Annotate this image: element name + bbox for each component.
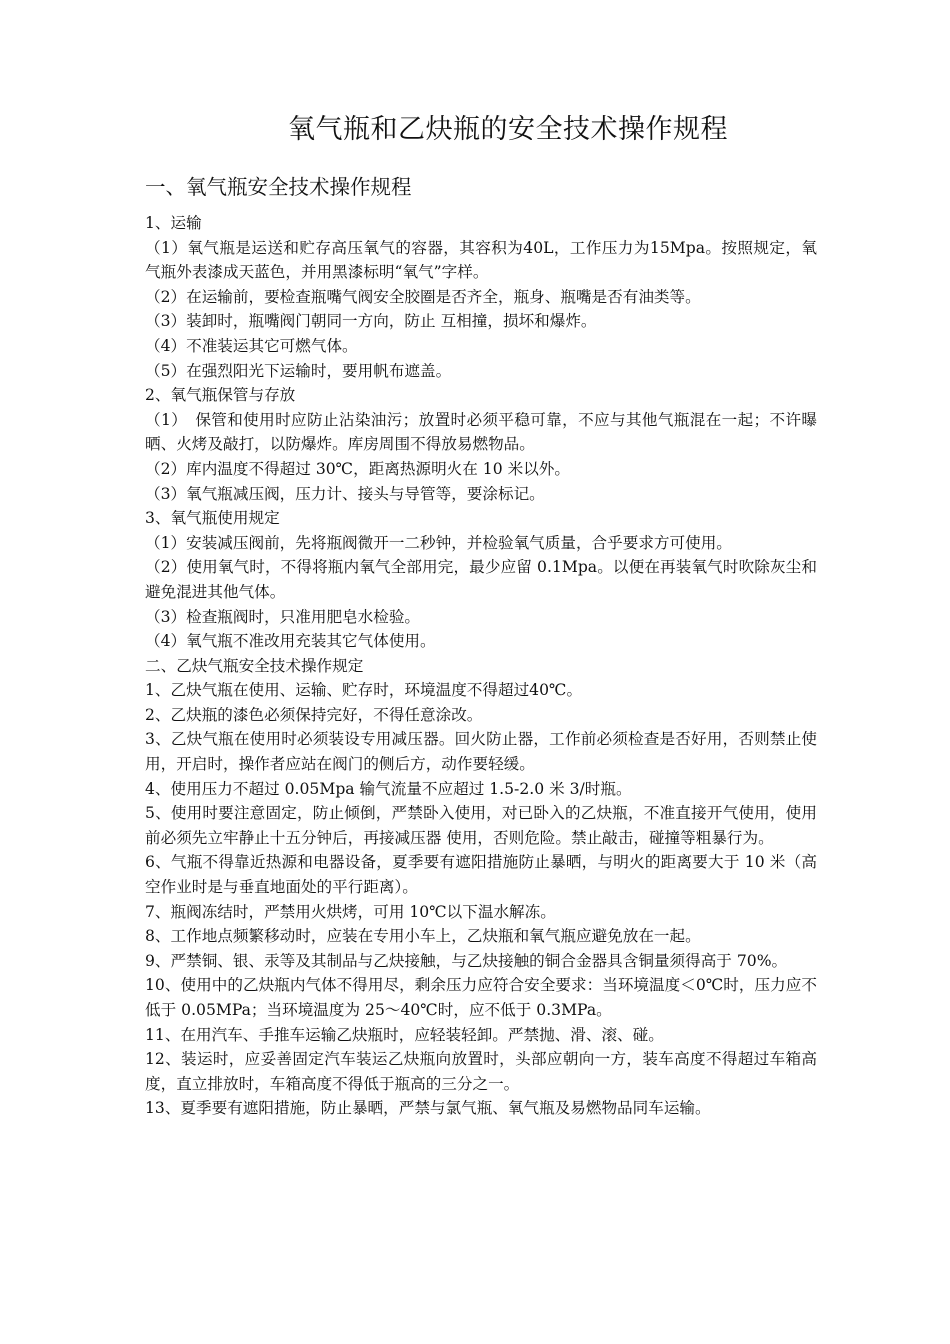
paragraph-acetylene-13: 13、夏季要有遮阳措施，防止暴晒，严禁与氯气瓶、氧气瓶及易燃物品同车运输。 — [145, 1099, 711, 1118]
paragraph-transport-2: （2）在运输前，要检查瓶嘴气阀安全胶圈是否齐全，瓶身、瓶嘴是否有油类等。 — [145, 287, 701, 306]
paragraph-acetylene-11: 11、在用汽车、手推车运输乙炔瓶时，应轻装轻卸。严禁抛、滑、滚、碰。 — [145, 1025, 664, 1044]
paragraph-storage-3: （3）氧气瓶减压阀，压力计、接头与导管等，要涂标记。 — [145, 484, 545, 503]
document-title: 氧气瓶和乙炔瓶的安全技术操作规程 — [288, 114, 728, 145]
paragraph-transport-heading: 1、运输 — [145, 214, 202, 232]
paragraph-acetylene-8: 8、工作地点频繁移动时，应装在专用小车上，乙炔瓶和氧气瓶应避免放在一起。 — [145, 927, 701, 946]
paragraph-usage-2: （2）使用氧气时，不得将瓶内氧气全部用完，最少应留 0.1Mpa。以便在再装氧气时吹除灰尘和避免混进其他气体。 — [145, 558, 817, 601]
paragraph-storage-1: （1） 保管和使用时应防止沾染油污；放置时必须平稳可靠，不应与其他气瓶混在一起；不许曝晒、火烤及敲打，以防爆炸。库房周围不得放易燃物品。 — [145, 410, 817, 454]
section-heading-oxygen: 一、氧气瓶安全技术操作规程 — [145, 175, 412, 199]
paragraph-acetylene-6: 6、气瓶不得靠近热源和电器设备，夏季要有遮阳措施防止暴晒，与明火的距离要大于 10 米（高空作业时是与垂直地面处的平行距离）。 — [145, 853, 817, 897]
section-heading-acetylene: 二、乙炔气瓶安全技术操作规定 — [145, 656, 364, 675]
paragraph-acetylene-1: 1、乙炔气瓶在使用、运输、贮存时，环境温度不得超过40℃。 — [145, 681, 583, 700]
paragraph-storage-heading: 2、氧气瓶保管与存放 — [145, 386, 296, 405]
paragraph-transport-3: （3）装卸时，瓶嘴阀门朝同一方向，防止 互相撞，损坏和爆炸。 — [145, 312, 597, 331]
paragraph-acetylene-12: 12、装运时，应妥善固定汽车装运乙炔瓶向放置时，头部应朝向一方，装车高度不得超过车箱高度，直立排放时，车箱高度不得低于瓶高的三分之一。 — [145, 1050, 817, 1093]
paragraph-acetylene-7: 7、瓶阀冻结时，严禁用火烘烤，可用 10℃以下温水解冻。 — [145, 902, 556, 921]
paragraph-acetylene-4: 4、使用压力不超过 0.05Mpa 输气流量不应超过 1.5-2.0 米 3/时瓶。 — [145, 779, 632, 798]
paragraph-acetylene-9: 9、严禁铜、银、汞等及其制品与乙炔接触，与乙炔接触的铜合金器具含铜量须得高于 70%。 — [145, 951, 788, 970]
paragraph-usage-3: （3）检查瓶阀时，只准用肥皂水检验。 — [145, 607, 421, 626]
paragraph-transport-4: （4）不准装运其它可燃气体。 — [145, 336, 358, 355]
paragraph-acetylene-5: 5、使用时要注意固定，防止倾倒，严禁卧入使用，对已卧入的乙炔瓶，不准直接开气使用，使用前必须先立牢静止十五分钟后，再接减压器 使用，否则危险。禁止敲击，碰撞等粗暴行为。 — [145, 804, 817, 847]
paragraph-transport-1: （1）氧气瓶是运送和贮存高压氧气的容器，其容积为40L，工作压力为15Mpa。按照规定，氧气瓶外表漆成天蓝色，并用黑漆标明“氧气”字样。 — [145, 238, 817, 282]
paragraph-acetylene-2: 2、乙炔瓶的漆色必须保持完好，不得任意涂改。 — [145, 705, 483, 724]
paragraph-acetylene-3: 3、乙炔气瓶在使用时必须装设专用减压器。回火防止器，工作前必须检查是否好用，否则禁止使用，开启时，操作者应站在阀门的侧后方，动作要轻缓。 — [145, 730, 817, 774]
paragraph-acetylene-10: 10、使用中的乙炔瓶内气体不得用尽，剩余压力应符合安全要求：当环境温度＜0℃时，压力应不低于 0.05MPa；当环境温度为 25～40℃时，应不低于 0.3MPa。 — [145, 976, 817, 1019]
document-body — [145, 211, 817, 1121]
paragraph-storage-2: （2）库内温度不得超过 30℃，距离热源明火在 10 米以外。 — [145, 459, 570, 478]
paragraph-usage-heading: 3、氧气瓶使用规定 — [145, 509, 280, 528]
paragraph-usage-1: （1）安装减压阀前，先将瓶阀微开一二秒钟，并检验氧气质量，合乎要求方可使用。 — [145, 533, 732, 552]
paragraph-usage-4: （4）氧气瓶不准改用充装其它气体使用。 — [145, 632, 436, 651]
paragraph-transport-5: （5）在强烈阳光下运输时，要用帆布遮盖。 — [145, 361, 452, 380]
